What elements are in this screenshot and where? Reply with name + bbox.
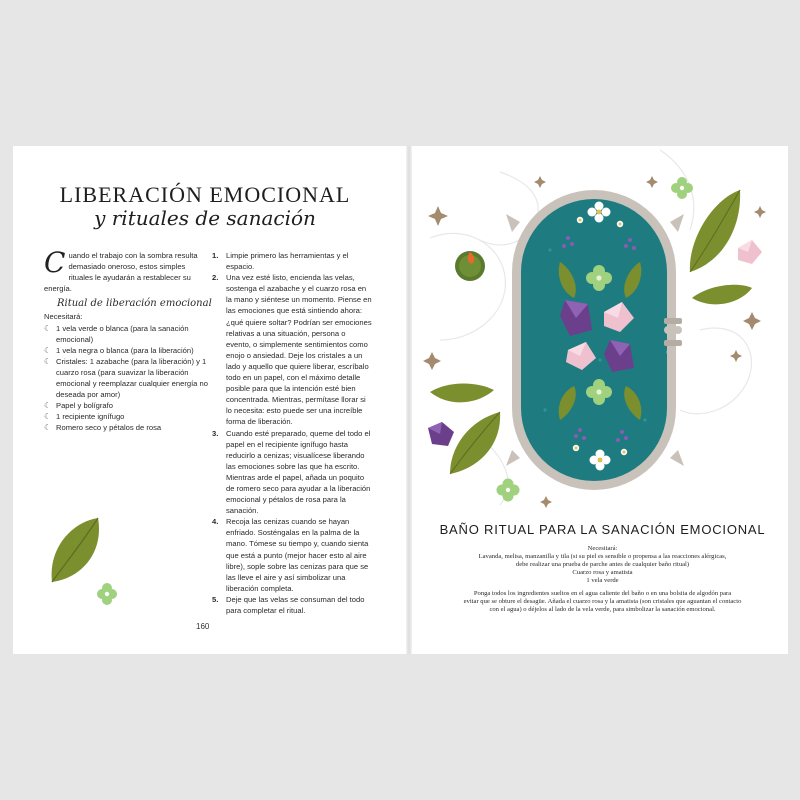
needs-label: Necesitará: [44,312,83,321]
step-number: 2. [212,273,219,283]
leaf-icon [52,518,99,582]
page-subtitle: y rituales de sanación [94,206,316,230]
step-item: 1. Limpie primero las herramientas y el espacio. [212,251,349,272]
list-item: ☾ Papel y bolígrafo [44,401,113,410]
body-line: Ponga todos los ingredientes sueltos en el agua caliente del baño o en una bolsita de algodón para [473,590,732,597]
bath-ritual-title: BAÑO RITUAL PARA LA SANACIÓN EMOCIONAL [439,522,766,537]
clover-flower-icon [671,177,693,199]
step-number: 1. [212,251,219,260]
list-item: ☾ Romero seco y pétalos de rosa [44,423,162,432]
crescent-moon-icon: ☾ [44,346,52,355]
step-item: 3. Cuando esté preparado, queme del todo el papel en el recipiente ignífugo hasta reducirlo a cenizas; visualícese liberando las emociones sobre las que ha escrito. Mientras arde el papel, añada un poquito de romero seco para ayudar a la liberación emocional y pétalos de rosa para la sanación. [212,428,371,516]
leaf-icon [690,190,740,272]
rose-quartz-icon [738,240,762,264]
body-line: con el agua) o déjelos al lado de la vela verde, para simbolizar la sanación emocional. [489,606,716,613]
needs-label: Necesitará: [587,545,618,552]
bathtub-icon [506,190,684,490]
step-number: 5. [212,594,219,604]
clover-flower-icon [497,479,520,502]
candle-icon [455,251,485,281]
needs-line: Cuarzo rosa y amatista [572,569,633,576]
intro-text: uando el trabajo con la sombra resulta demasiado oneroso, estos simples rituales le ayudarán a restablecer su energía. [44,251,198,293]
clover-flower-icon [97,583,117,605]
step-number: 4. [212,517,219,527]
step-item: 2. Una vez esté listo, encienda las velas, sostenga el azabache y el cuarzo rosa en la mano y siéntese un momento. Piense en las emociones que está sintiendo ahora: ¿qué quiere soltar? Podrían ser emociones relativas a una situación, persona o evento, o simplemente sentimientos como enojo o ansiedad. Deje los cristales a un lado y aquello que quiere liberar, escríbalo todo en un papel, con el máximo detalle posible para que la intención esté bien concentrada. Mientras, permítase llorar si lo necesita: esto puede ser una increíble forma de liberación. [212,273,372,427]
needs-line: debe realizar una prueba de parche antes de cualquier baño ritual) [515,561,690,568]
list-item: ☾ 1 recipiente ignífugo [44,412,125,421]
page-number: 160 [196,622,210,631]
body-line: evitar que se obture el desagüe. Añada el cuarzo rosa y la amatista (son cristales que aguantan el contacto [463,598,742,605]
ritual-heading: Ritual de liberación emocional [57,298,212,309]
leaf-icon [430,384,494,403]
crescent-moon-icon: ☾ [44,401,52,410]
amethyst-crystal-icon [428,422,454,446]
leaf-icon [692,285,752,305]
crescent-moon-icon: ☾ [44,412,52,421]
needs-line: Lavanda, melisa, manzanilla y tila (si su piel es sensible o propensa a las reacciones alérgicas, [478,553,727,560]
crescent-moon-icon: ☾ [44,423,52,432]
step-number: 3. [212,428,219,438]
list-item: ☾ 1 vela negra o blanca (para la liberación) [44,346,194,355]
step-item: 4. Recoja las cenizas cuando se hayan enfriado. Sosténgalas en la palma de la mano. Tómese su tiempo y, cuando sienta que está a punto (mejor hacer esto al aire libre), sople sobre las cenizas para que se las lleve el aire y así simbolizar una liberación completa. [212,517,369,593]
crescent-moon-icon: ☾ [44,324,52,333]
leaf-icon [450,412,500,474]
page-title: LIBERACIÓN EMOCIONAL [59,182,351,207]
drop-cap: C [44,246,66,279]
list-item: ☾ 1 vela verde o blanca (para la sanación emocional) [44,324,189,344]
needs-line: 1 vela verde [586,577,619,584]
list-item: ☾ Cristales: 1 azabache (para la liberación) y 1 cuarzo rosa (para suavizar la liberación emocional y reemplazar cualquier energía no deseada por amor) [44,357,208,399]
step-item: 5. Deje que las velas se consuman del todo para completar el ritual. [212,594,365,615]
crescent-moon-icon: ☾ [44,357,52,366]
